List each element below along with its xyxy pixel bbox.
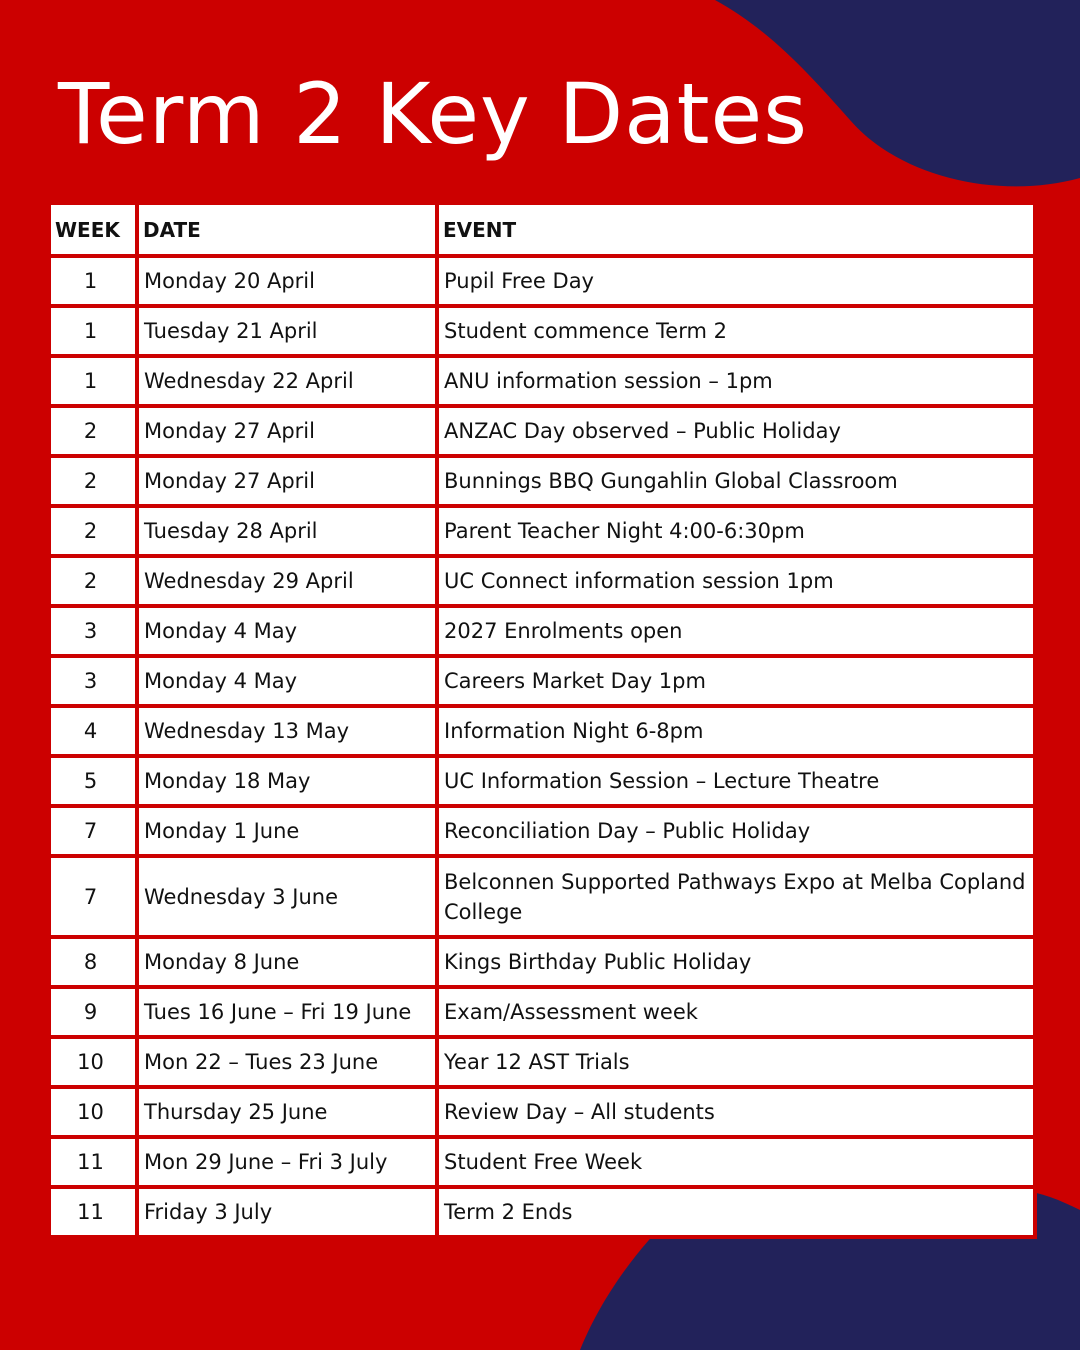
date-cell: Monday 18 May [139,758,435,804]
week-cell: 1 [51,258,135,304]
week-cell: 2 [51,408,135,454]
table-row [51,1189,1033,1235]
date-cell: Friday 3 July [139,1189,435,1235]
date-cell: Monday 20 April [139,258,435,304]
event-cell: Kings Birthday Public Holiday [439,939,1033,985]
table-row [51,808,1033,854]
week-cell: 11 [51,1189,135,1235]
table-row [51,308,1033,354]
date-cell: Wednesday 13 May [139,708,435,754]
event-cell: ANZAC Day observed – Public Holiday [439,408,1033,454]
event-cell: Careers Market Day 1pm [439,658,1033,704]
date-cell: Monday 27 April [139,458,435,504]
week-cell: 7 [51,858,135,935]
header-date: DATE [139,205,435,254]
event-cell: Year 12 AST Trials [439,1039,1033,1085]
table-row [51,658,1033,704]
table-row [51,1089,1033,1135]
event-cell: 2027 Enrolments open [439,608,1033,654]
event-cell: UC Information Session – Lecture Theatre [439,758,1033,804]
week-cell: 2 [51,458,135,504]
week-cell: 10 [51,1039,135,1085]
event-cell: ANU information session – 1pm [439,358,1033,404]
date-cell: Monday 4 May [139,658,435,704]
date-cell: Wednesday 22 April [139,358,435,404]
table-row [51,939,1033,985]
week-cell: 11 [51,1139,135,1185]
week-cell: 7 [51,808,135,854]
table-row [51,358,1033,404]
key-dates-table [47,201,1037,1239]
date-cell: Thursday 25 June [139,1089,435,1135]
event-cell: Term 2 Ends [439,1189,1033,1235]
table-row [51,989,1033,1035]
table-row [51,458,1033,504]
date-cell: Mon 22 – Tues 23 June [139,1039,435,1085]
event-cell: Pupil Free Day [439,258,1033,304]
week-cell: 10 [51,1089,135,1135]
date-cell: Mon 29 June – Fri 3 July [139,1139,435,1185]
table-row [51,558,1033,604]
date-cell: Wednesday 3 June [139,858,435,935]
header-event: EVENT [439,205,1033,254]
date-cell: Monday 4 May [139,608,435,654]
table-row [51,758,1033,804]
week-cell: 3 [51,608,135,654]
week-cell: 5 [51,758,135,804]
table-row [51,858,1033,935]
event-cell: Exam/Assessment week [439,989,1033,1035]
page-title: Term 2 Key Dates [58,65,808,163]
week-cell: 9 [51,989,135,1035]
week-cell: 1 [51,358,135,404]
date-cell: Tuesday 28 April [139,508,435,554]
event-cell: Bunnings BBQ Gungahlin Global Classroom [439,458,1033,504]
table-row [51,508,1033,554]
date-cell: Monday 1 June [139,808,435,854]
week-cell: 4 [51,708,135,754]
event-cell: Student commence Term 2 [439,308,1033,354]
event-cell: Review Day – All students [439,1089,1033,1135]
week-cell: 1 [51,308,135,354]
event-cell: Student Free Week [439,1139,1033,1185]
event-cell: Reconciliation Day – Public Holiday [439,808,1033,854]
event-cell: Belconnen Supported Pathways Expo at Melba Copland College [439,858,1033,935]
date-cell: Monday 27 April [139,408,435,454]
table-row [51,1039,1033,1085]
header-week: WEEK [51,205,135,254]
date-cell: Wednesday 29 April [139,558,435,604]
week-cell: 8 [51,939,135,985]
table-row [51,708,1033,754]
week-cell: 2 [51,558,135,604]
table-row [51,258,1033,304]
table-header-row [51,205,1033,254]
date-cell: Monday 8 June [139,939,435,985]
event-cell: Information Night 6-8pm [439,708,1033,754]
event-cell: UC Connect information session 1pm [439,558,1033,604]
table-row [51,1139,1033,1185]
date-cell: Tuesday 21 April [139,308,435,354]
table-row [51,408,1033,454]
date-cell: Tues 16 June – Fri 19 June [139,989,435,1035]
table-row [51,608,1033,654]
week-cell: 3 [51,658,135,704]
week-cell: 2 [51,508,135,554]
event-cell: Parent Teacher Night 4:00-6:30pm [439,508,1033,554]
